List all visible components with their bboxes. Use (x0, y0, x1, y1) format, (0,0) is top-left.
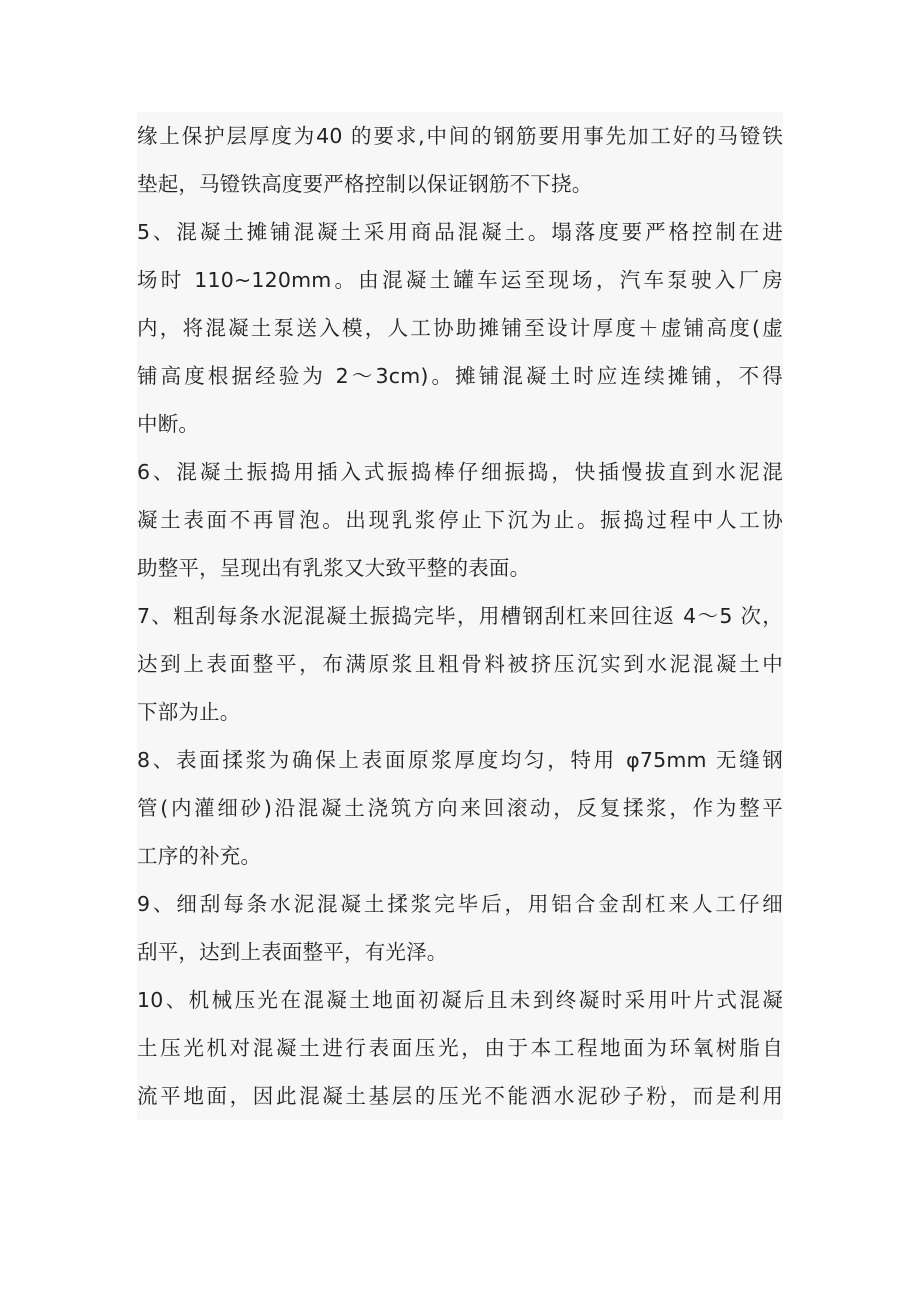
text-line: 8、表面揉浆为确保上表面原浆厚度均匀，特用 φ75mm 无缝钢 (137, 748, 783, 772)
text-line: 5、混凝土摊铺混凝土采用商品混凝土。塌落度要严格控制在进 (137, 220, 783, 244)
text-line: 内，将混凝土泵送入模，人工协助摊铺至设计厚度＋虚铺高度(虚 (137, 316, 783, 340)
text-line: 土压光机对混凝土进行表面压光，由于本工程地面为环氧树脂自 (137, 1036, 783, 1060)
text-line: 流平地面，因此混凝土基层的压光不能洒水泥砂子粉，而是利用 (137, 1084, 783, 1108)
text-line: 垫起，马镫铁高度要严格控制以保证钢筋不下挠。 (137, 172, 593, 196)
text-line: 10、机械压光在混凝土地面初凝后且未到终凝时采用叶片式混凝 (137, 988, 783, 1012)
text-line: 刮平，达到上表面整平，有光泽。 (137, 940, 448, 964)
document-body (137, 112, 783, 1120)
text-line: 凝土表面不再冒泡。出现乳浆停止下沉为止。振捣过程中人工协 (137, 508, 783, 532)
text-line: 9、细刮每条水泥混凝土揉浆完毕后，用铝合金刮杠来人工仔细 (137, 892, 783, 916)
text-line: 缘上保护层厚度为40 的要求,中间的钢筋要用事先加工好的马镫铁 (137, 124, 783, 148)
text-line: 6、混凝土振捣用插入式振捣棒仔细振捣，快插慢拔直到水泥混 (137, 460, 783, 484)
text-line: 7、粗刮每条水泥混凝土振捣完毕，用槽钢刮杠来回往返 4～5 次， (137, 604, 783, 628)
text-line: 下部为止。 (137, 700, 241, 724)
text-line: 中断。 (137, 412, 200, 436)
text-line: 场时 110~120mm。由混凝土罐车运至现场，汽车泵驶入厂房 (137, 268, 783, 292)
text-line: 铺高度根据经验为 2～3cm)。摊铺混凝土时应连续摊铺，不得 (137, 364, 783, 388)
text-line: 达到上表面整平，布满原浆且粗骨料被挤压沉实到水泥混凝土中 (137, 652, 783, 676)
text-line: 工序的补充。 (137, 844, 262, 868)
text-line: 管(内灌细砂)沿混凝土浇筑方向来回滚动，反复揉浆，作为整平 (137, 796, 783, 820)
text-line: 助整平，呈现出有乳浆又大致平整的表面。 (137, 556, 531, 580)
